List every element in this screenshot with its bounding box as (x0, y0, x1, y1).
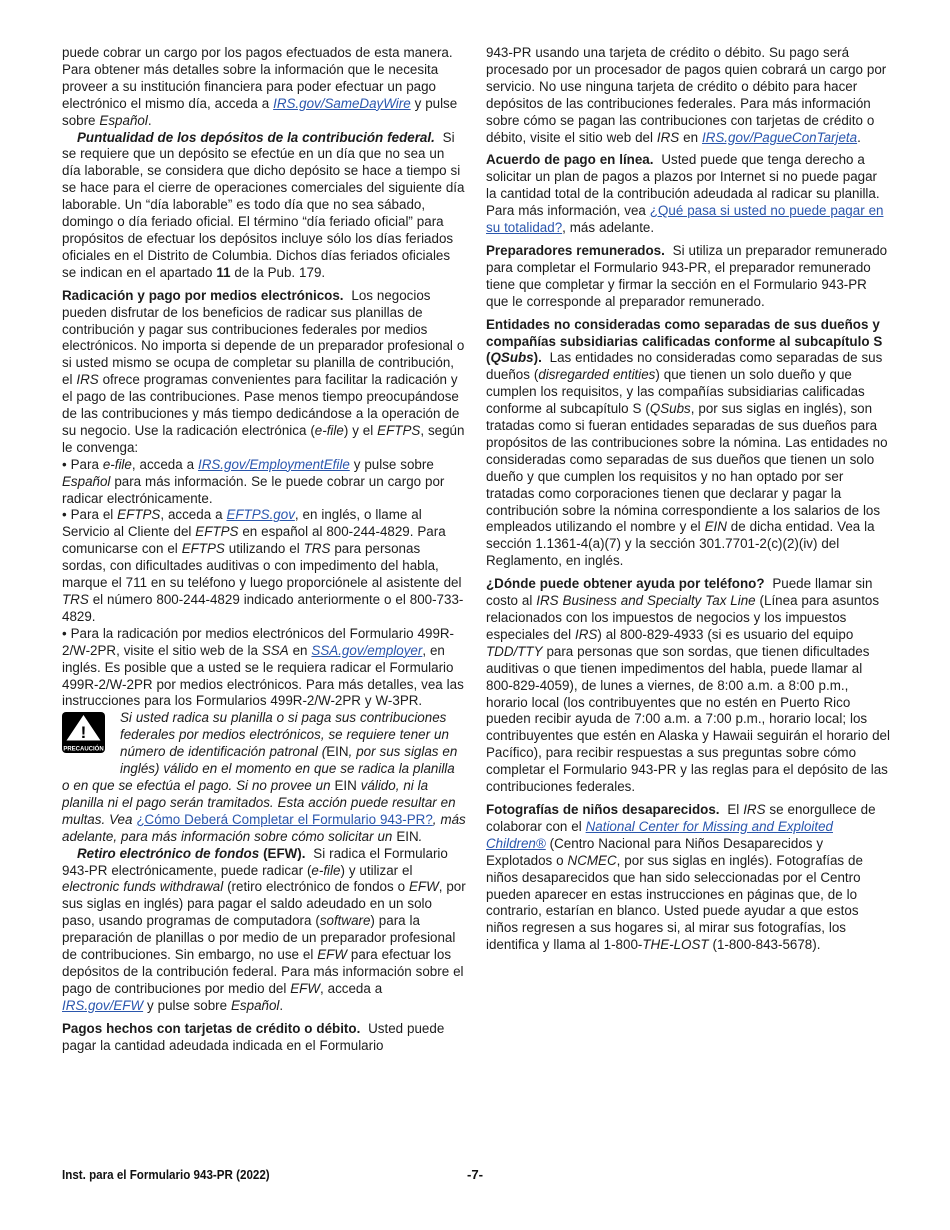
text-run: Pagos hechos con tarjetas de crédito o débito. (62, 1020, 361, 1036)
text-run: , por sus siglas en inglés) válido en el momento en que se radica la planilla o en que se efectúa el pago. Si no provee un (62, 744, 458, 793)
text-run: Puede llamar sin costo al (486, 576, 873, 609)
text-run: Preparadores remunerados. (486, 242, 665, 258)
text-run: ) para la preparación de planillas o por medio de un preparador profesional de contribuciones. Sin embargo, no use el (62, 913, 456, 963)
text-run: EIN (334, 777, 357, 793)
text-run: EFW (290, 980, 320, 996)
text-run: , en inglés, o llame al Servicio al Cliente del (62, 507, 422, 540)
text-run: , acceda a (320, 980, 383, 996)
text-run: ) al 800-829-4933 (si es usuario del equipo (597, 626, 854, 642)
link[interactable]: EFTPS.gov (226, 507, 295, 523)
text-run: EFTPS (181, 541, 225, 557)
text-run: 11 (216, 264, 231, 280)
text-run: EIN (396, 828, 419, 844)
text-run: EFTPS (117, 507, 161, 523)
paragraph (486, 576, 890, 796)
text-run: Radicación y pago por medios electrónicos. (62, 287, 344, 303)
text-run: Si utiliza un preparador remunerado para completar el Formulario 943-PR, el preparador remunerado tiene que completar y firmar la sección en el Formulario 943-PR que le corresponde al preparador remunerado. (486, 242, 888, 309)
text-run: ofrece programas convenientes para facilitar la radicación y el pago de las contribuciones. Pase menos tiempo preocupándose de las contribuciones y más tiempo dedicándose a la operación de su negocio. Use la radicación electrónica ( (62, 372, 460, 438)
text-run: EIN (326, 744, 349, 760)
text-run: NCMEC (567, 852, 617, 868)
text-run: , más adelante, para más información sobre cómo solicitar un (62, 811, 466, 844)
text-run: válido, ni la planilla ni el pago serán tramitados. Esta acción puede resultar en multas. Vea (62, 777, 456, 827)
svg-text:!: ! (80, 723, 87, 743)
paragraph (62, 1021, 466, 1055)
text-run: para personas que son sordas, que tienen dificultades auditivas o que tienen impedimentos del habla, puede llamar al 800-829-4059), de lunes a viernes, de 8:00 a.m. a 8:00 p.m., horario local (los contribuyentes que no estén en Puerto Rico pueden recibir ayuda de 7:00 a.m. a 7:00 p.m., horario local; los contribuyentes que estén en Alaska y Hawaii seguirán el horario del Pacífico), para recibir respuestas a sus preguntas sobre cómo completar el Formulario 943-PR y las reglas para el depósito de las contribuciones federales. (486, 643, 890, 795)
text-run: , por sus siglas en inglés) para pagar el saldo adeudado en un solo paso, usando programas de computadora ( (62, 879, 466, 929)
text-run: ). (533, 350, 542, 366)
footer-page-number: -7- (466, 1167, 484, 1182)
paragraph (486, 45, 890, 146)
text-run: (retiro electrónico de fondos o (223, 879, 409, 895)
text-run: ) que tienen un solo dueño y que cumplen los requisitos, y las compañías subsidiarias calificadas conforme al subcapítulo S ( (486, 367, 865, 417)
text-run: IRS Business and Specialty Tax Line (536, 593, 756, 609)
text-run: , más adelante. (562, 220, 655, 236)
text-run: El (719, 801, 744, 817)
text-run: (EFW). (263, 845, 306, 861)
text-run: de dicha entidad. Vea la sección 1.1361-4(a)(7) y la sección 301.7701-2(c)(2)(iv) del Reglamento, en inglés. (486, 519, 875, 569)
text-run: IRS (574, 626, 598, 642)
text-run: . (279, 997, 284, 1013)
text-run: para personas sordas, con dificultades auditivas o con impedimento del habla, marque el 711 en su teléfono y luego proporciónele al asistente del (62, 541, 462, 591)
text-run: . (147, 112, 152, 128)
link[interactable]: IRS.gov/SameDayWire (273, 95, 411, 111)
caution-icon (62, 710, 120, 762)
text-run: , según le convenga: (62, 422, 465, 455)
text-run: EFTPS (377, 422, 421, 438)
text-run: Acuerdo de pago en línea. (486, 152, 654, 168)
paragraph (62, 45, 466, 130)
text-run: Si se requiere que un depósito se efectúe en un día que no sea un día laborable, se considera que dicho depósito se hace a tiempo si se hace para el cierre de operaciones comerciales del siguiente día laborable. Un “día laborable” es todo día que no sea sábado, domingo o día feriado oficial. El término “día feriado oficial” para propósitos de efectuar los depósitos incluye sólo los días feriados oficiales en el Distrito de Columbia. Dichos días feriados oficiales se indican en el apartado (62, 129, 465, 280)
caution-note (62, 710, 466, 845)
text-run: EFW (317, 947, 347, 963)
text-run: ) y el (343, 422, 378, 438)
text-run: e-file (102, 456, 132, 472)
text-run: TDD/TTY (486, 643, 543, 659)
text-run: • Para la radicación por medios electrónicos del Formulario 499R-2/W-2PR, visite el sitio web de la (62, 625, 455, 658)
link[interactable]: SSA.gov/employer (311, 642, 423, 658)
text-run: e-file (311, 862, 341, 878)
text-run: en español al 800-244-4829. Para comunicarse con el (62, 524, 446, 557)
text-run: EFW (408, 879, 439, 895)
text-run: • Para (62, 456, 103, 472)
text-run: Español (99, 112, 148, 128)
text-run: • Para el (62, 507, 118, 523)
text-run: , en inglés. Es posible que a usted se le requiera radicar el Formulario 499R-2/W-2PR por medios electrónicos. Para más detalles, vea las instrucciones para los Formularios 499R-2/W-2PR y W-3PR. (62, 642, 464, 709)
text-run: (Línea para asuntos relacionados con los impuestos de negocios y los impuestos especiales del (486, 593, 880, 642)
bullet-item (62, 626, 466, 711)
text-run: 943-PR usando una tarjeta de crédito o débito. Su pago será procesado por un procesador de pagos quien cobrará un cargo por servicio. No use ninguna tarjeta de crédito o débito para hacer depósitos de las contribuciones federales. Para más información sobre cómo se pagan las contribuciones con tarjetas de crédito o débito, visite el sitio web del (486, 45, 887, 145)
text-run: TRS (303, 541, 331, 557)
text-run: en (679, 129, 702, 145)
text-run: . (857, 129, 861, 145)
text-run: QSubs (490, 350, 534, 366)
column-left (62, 45, 466, 1054)
text-run: , acceda a (160, 507, 227, 523)
text-run: Entidades no consideradas como separadas de sus dueños y compañías subsidiarias calificadas conforme al subcapítulo S ( (486, 316, 883, 366)
text-run: (Centro Nacional para Niños Desaparecidos y Explotados o (486, 835, 824, 868)
text-run: Español (231, 997, 280, 1013)
page-footer (62, 1167, 888, 1189)
paragraph (486, 802, 890, 954)
paragraph (486, 317, 890, 571)
text-run: Puntualidad de los depósitos de la contribución federal. (77, 129, 435, 145)
link[interactable]: National Center for Missing and Exploited Children® (486, 818, 833, 851)
link[interactable]: ¿Qué pasa si usted no puede pagar en su totalidad? (486, 203, 884, 236)
text-run: , por sus siglas en inglés). Fotografías de niños desaparecidos que han sido seleccionadas por el Centro pueden aparecer en estas instrucciones en páginas que, de lo contrario, estarían en blanco. Usted puede ayudar a que estos niños regresen a sus hogares si, al mirar sus fotografías, los identifica y llama al 1-800- (486, 852, 863, 953)
text-run: ) y utilizar el (340, 862, 413, 878)
bullet-item (62, 507, 466, 625)
text-run: EFTPS (195, 524, 239, 540)
text-run: en (288, 642, 312, 658)
text-run: de la Pub. 179. (230, 264, 326, 280)
text-run: TRS (62, 592, 89, 607)
text-run: para más información. Se le puede cobrar un cargo por radicar electrónicamente. (62, 473, 445, 506)
text-run: SSA (261, 642, 289, 658)
text-run: puede cobrar un cargo por los pagos efectuados de esta manera. Para obtener más detalles sobre la información que le necesita proveer a su institución financiera para poder efectuar un pago electrónico el mismo día, acceda a (62, 45, 453, 111)
paragraph (62, 130, 466, 282)
bullet-item (62, 457, 466, 508)
text-run: IRS (76, 372, 99, 388)
text-run: EIN (704, 519, 727, 535)
svg-text:PRECAUCIÓN: PRECAUCIÓN (63, 746, 104, 753)
text-run: Usted puede que tenga derecho a solicitar un plan de pagos a plazos por Internet si no puede pagar la cantidad total de la contribución adeudada al radicar su planilla. Para más información, vea (486, 152, 880, 219)
text-run: , por sus siglas en inglés), son tratadas como si fueran entidades separadas de sus dueños para propósitos de las contribuciones sobre la nómina. Las entidades no consideradas como separadas de sus dueños que tienen un solo dueño y que cumplen los requisitos y no han optado por ser tratadas como corporaciones tienen que declarar y pagar la contribución sobre la nómina correspondiente a los salarios de los empleados utilizando el nombre y el (486, 401, 888, 535)
text-run: Fotografías de niños desaparecidos. (486, 801, 720, 817)
footer-form-title: Inst. para el Formulario 943-PR (2022) (62, 1167, 270, 1182)
text-run: y pulse sobre (349, 456, 434, 472)
link[interactable]: ¿Cómo Deberá Completar el Formulario 943-PR? (136, 811, 433, 827)
link[interactable]: IRS.gov/PagueConTarjeta (701, 129, 858, 145)
paragraph (486, 152, 890, 237)
link[interactable]: IRS.gov/EFW (62, 997, 144, 1013)
text-run: software (319, 913, 371, 929)
text-run: el número 800-244-4829 indicado anteriormente o el 800-733-4829. (62, 592, 464, 624)
text-run: Si usted radica su planilla o si paga sus contribuciones federales por medios electrónicos, se requiere tener un número de identificación patronal ( (120, 710, 449, 760)
text-run: . (418, 828, 423, 844)
text-run: IRS (743, 801, 766, 817)
paragraph (62, 846, 466, 1015)
text-run: Usted puede pagar la cantidad adeudada indicada en el Formulario (62, 1020, 445, 1053)
text-run: electronic funds withdrawal (62, 879, 224, 895)
text-run: , acceda a (131, 456, 198, 472)
text-run: y pulse sobre (143, 997, 231, 1013)
text-run: Retiro electrónico de fondos (77, 845, 264, 861)
text-run: para efectuar los depósitos de la contribución federal. Para más información sobre el pago de contribuciones por medio del (62, 947, 464, 996)
column-right (486, 45, 890, 954)
text-run: e-file (314, 422, 344, 438)
text-run: Si radica el Formulario 943-PR electrónicamente, puede radicar ( (62, 845, 448, 878)
text-run: Español (62, 473, 111, 489)
link[interactable]: IRS.gov/EmploymentEfile (197, 456, 350, 472)
text-run: y pulse sobre (62, 95, 458, 128)
text-run: utilizando el (224, 541, 304, 557)
paragraph (62, 288, 466, 457)
text-run: ¿Dónde puede obtener ayuda por teléfono? (486, 576, 765, 592)
text-run: Las entidades no consideradas como separadas de sus dueños ( (486, 350, 883, 383)
text-run: Los negocios pueden disfrutar de los beneficios de radicar sus planillas de contribución y pagar sus contribuciones federales por medios electrónicos. No importa si depende de un preparador profesional o si usted mismo se ocupa de completar su planilla de contribución, el (62, 287, 465, 388)
text-run: se enorgullece de colaborar con el (486, 801, 876, 834)
text-run: IRS (656, 129, 680, 145)
text-run: (1-800-843-5678). (708, 937, 821, 953)
paragraph (486, 243, 890, 311)
text-run: disregarded entities (538, 367, 656, 383)
text-run: THE-LOST (642, 937, 709, 953)
text-run: QSubs (649, 401, 691, 417)
